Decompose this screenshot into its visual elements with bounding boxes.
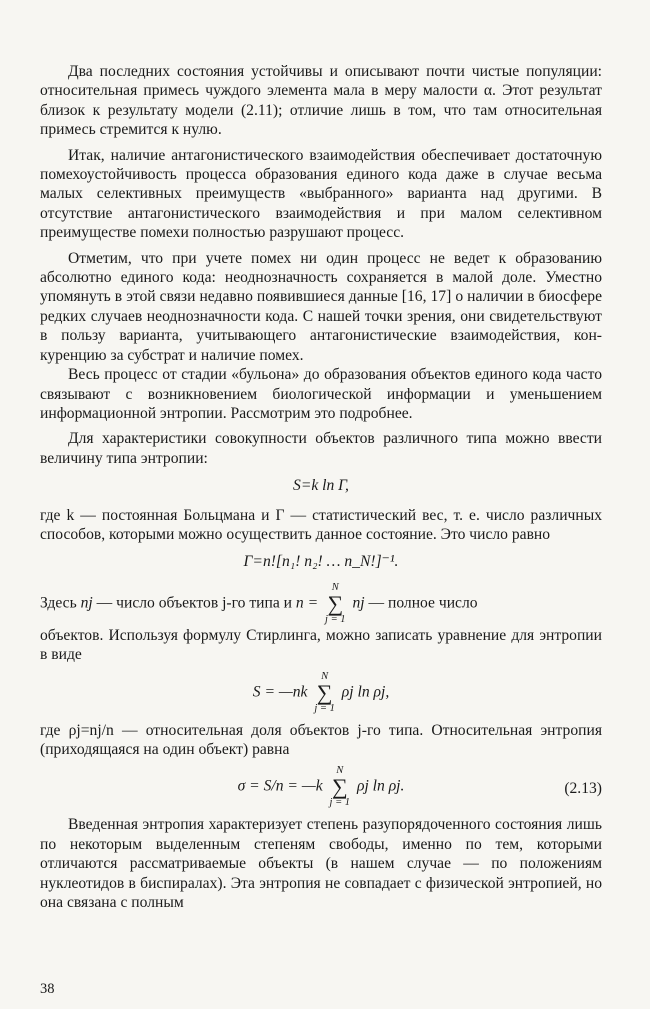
formula-entropy: S=k ln Γ, bbox=[293, 477, 349, 495]
equation-number: (2.13) bbox=[564, 780, 602, 798]
paragraph-10: Введенная энтропия характеризует степень разупорядоченного состояния лишь по некоторым выделенным степеням свободы, именно по тем, которыми отличаются рассматриваемые объекты (в нашем случае — по положениям нуклеотидов в биспиралах). Эта энтропия не совпадает с физической энтропией, но она связана с полным bbox=[40, 816, 602, 911]
paragraph-3: Отметим, что при учете помех ни один процесс не ведет к образованию абсолютно единого кода: неоднозначность сохраняется в малой доле. Уместно упомянуть в этой связи недавно появившиеся данные [16, 17] о наличии в биосфере редких случаев неоднозначности кода. С нашей точки зрения, они свидетельствуют в пользу варианта, учитывающего антагонистические взаимодействия, конкуренцию за субстрат и наличие помех. bbox=[40, 249, 602, 364]
paragraph-1: Два последних состояния устойчивы и описывают почти чистые популяции: относительная примесь чуждого элемента мала в меру малости α. Этот результат близок к результату модели (2.11); отличие лишь в том, что там относительная примесь стремится к нулю. bbox=[40, 63, 602, 139]
formula-entropy-sum: S = —nk N ∑ j = 1 ρj ln ρj, bbox=[252, 670, 390, 714]
page-body bbox=[40, 62, 602, 912]
formula-gamma: Γ=n![n₁! n₂! … n_N!]⁻¹. bbox=[243, 553, 399, 571]
paragraph-8: объектов. Используя формулу Стирлинга, можно записать уравнение для энтропии в виде bbox=[40, 626, 602, 664]
page-number: 38 bbox=[40, 981, 55, 997]
paragraph-2: Итак, наличие антагонистического взаимодействия обеспечивает достаточную помехоустойчивость процесса образования единого кода даже в случае весьма малых селективных преимуществ «выбранного» варианта над другими. В отсутствие антагонистического взаимодействия и при малом селективном преимуществе помехи полностью разрушают процесс. bbox=[40, 146, 602, 242]
sum-operator: N ∑ j = 1 bbox=[314, 670, 335, 714]
paragraph-4: Весь процесс от стадии «бульона» до образования объектов единого кода часто связывают с возникновением биологической информации и уменьшением информационной энтропии. Рассмотрим это подробнее. bbox=[40, 366, 602, 422]
paragraph-5: Для характеристики совокупности объектов различного типа можно ввести величину типа энтропии: bbox=[40, 430, 602, 467]
sum-operator: N ∑ j = 1 bbox=[329, 765, 351, 809]
sum-operator: N ∑ j = 1 bbox=[325, 581, 346, 625]
paragraph-6: где k — постоянная Больцмана и Γ — статистический вес, т. е. число различных способов, которыми можно осуществить данное состояние. Это число равно bbox=[40, 506, 602, 543]
paragraph-9: где ρj=nj/n — относительная доля объектов j-го типа. Относительная энтропия (приходящаяся на один объект) равна bbox=[40, 721, 602, 758]
formula-relative-entropy: σ = S/n = —k N ∑ j = 1 ρj ln ρj. (2.13) bbox=[237, 765, 602, 809]
paragraph-7: Здесь nj — число объектов j-го типа и n = N ∑ j = 1 nj — полное число bbox=[40, 581, 478, 625]
